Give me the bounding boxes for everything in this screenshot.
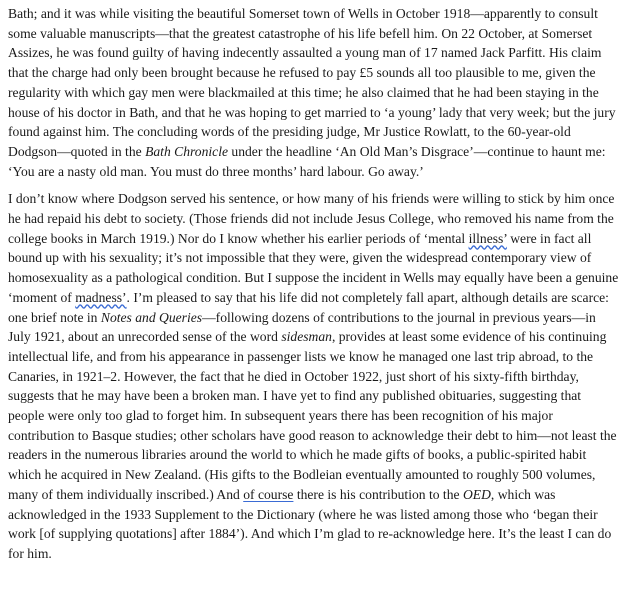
paragraph-2-text-4: —following dozens of contributions to the journal in previous years—in July 1921, about an unrecorded sense of the word	[8, 309, 596, 345]
italic-word-sidesman: sidesman	[281, 329, 332, 345]
paragraph-2-text-3: . I’m pleased to say that his life did not completely fall apart, although details are scarce: one brief note in	[8, 289, 609, 325]
paragraph-1-text-1: Bath; and it was while visiting the beautiful Somerset town of Wells in October 1918—apparently to consult some valuable manuscripts—that the greatest catastrophe of his life befell him. On 22 October, at Somerset Assizes, he was found guilty of having indecently assaulted a young man of 17 named Jack Parfitt. His claim that the charge had only been brought because he refused to pay £5 sounds all too plausible to me, given the regularity with which gay men were blackmailed at this time; he also claimed that he had been staying in the house of his doctor in Bath, and that he was hoping to get married to ‘a young’ lady that very week; but the jury found against him. The concluding words of the presiding judge, Mr Justice Rowlatt, to the 60-year-old Dodgson—quoted in the	[8, 6, 616, 159]
paragraph-2-text-2: were in fact all bound up with his sexuality; it’s not impossible that they were, given the widespread contemporary view of homosexuality as a pathological condition. But I suppose the incident in Wells may equally have been a genuine ‘moment of	[8, 230, 619, 305]
flagged-word-madness[interactable]: madness’	[75, 289, 127, 305]
publication-title-oed: OED	[462, 486, 491, 502]
paragraph-2	[8, 189, 619, 563]
flagged-phrase-of-course[interactable]: of course	[243, 486, 294, 502]
publication-title-notes-and-queries: Notes and Queries	[100, 309, 203, 325]
paragraph-1	[8, 4, 619, 181]
paragraph-2-text-7: , which was acknowledged in the 1933 Supplement to the Dictionary (where he was listed among those who ‘began their work [of supplying quotations] after 1884’). And which I’m glad to re-acknowledge here. It’s the least I can do for him.	[8, 486, 612, 561]
paragraph-2-text-6: there is his contribution to the	[293, 486, 463, 502]
paragraph-2-text-5: , provides at least some evidence of his continuing intellectual life, and from his appearance in passenger lists we know he managed one last trip abroad, to the Canaries, in 1921–2. However, the fact that he died in October 1922, just short of his sixty-fifth birthday, suggests that he may have been a broken man. I have yet to find any published obituaries, suggesting that people were only too glad to forget him. In subsequent years there has been recognition of his major contribution to Basque studies; other scholars have good reason to acknowledge their debt to him—not least the readers in the numerous libraries around the world to which he made gifts of books, a public-spirited habit which he acquired in New Zealand. (His gifts to the Bodleian eventually amounted to roughly 500 volumes, many of them individually inscribed.) And	[8, 329, 617, 502]
flagged-word-illness[interactable]: illness’	[468, 230, 507, 246]
paragraph-2-text-1: I don’t know where Dodgson served his sentence, or how many of his friends were willing to stick by him once he had repaid his debt to society. (Those friends did not include Jesus College, who removed his name from the college books in March 1919.) Nor do I know whether his earlier periods of ‘mental	[8, 191, 615, 246]
publication-title-bath-chronicle: Bath Chronicle	[145, 143, 228, 159]
paragraph-1-text-2: under the headline ‘An Old Man’s Disgrace’—continue to haunt me: ‘You are a nasty old man. You must do three months’ hard labour. Go away.’	[8, 143, 606, 179]
